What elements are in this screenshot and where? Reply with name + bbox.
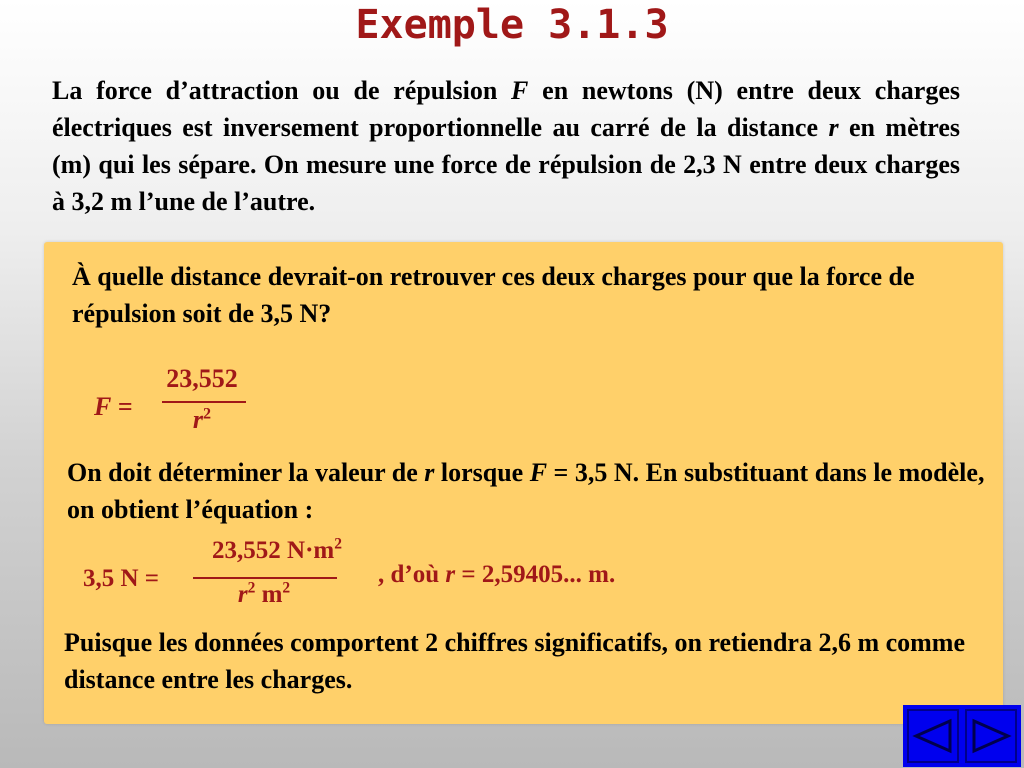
navigation-buttons [903, 705, 1021, 767]
equation-den-unit-exp: 2 [282, 579, 291, 597]
substitution-paragraph [67, 454, 992, 528]
question-text: À quelle distance devrait-on retrouver ces deux charges pour que la force de répulsion soit de 3,5 N? [72, 262, 915, 328]
para2-var-F: F [529, 458, 548, 487]
equation-den-unit: m [255, 581, 283, 608]
equation-den-var: r [237, 581, 248, 608]
intro-var-F: F [511, 76, 529, 105]
previous-button[interactable] [907, 709, 959, 763]
page-title: Exemple 3.1.3 [355, 2, 669, 48]
model-den-exp: 2 [203, 405, 212, 423]
conclusion-paragraph: Puisque les données comportent 2 chiffres significatifs, on retiendra 2,6 m comme distance entre les charges. [64, 628, 965, 694]
para2-text-2: lorsque [434, 458, 530, 487]
equation-result-var: r [445, 561, 456, 588]
equation-lhs: 3,5 N = [83, 565, 160, 592]
intro-var-r: r [828, 113, 839, 142]
intro-text-2: en newtons (N) entre deux charges électriques est inversement proportionnelle au carré de la distance [52, 76, 960, 142]
para2-var-r: r [424, 458, 435, 487]
intro-text-1: La force d’attraction ou de répulsion [52, 76, 512, 105]
equation-fraction-bar [193, 577, 337, 579]
para2-text-1: On doit déterminer la valeur de [67, 458, 425, 487]
model-fraction-bar [162, 401, 246, 403]
model-lhs [94, 392, 133, 422]
equation-numerator [192, 537, 362, 565]
model-den-var: r [192, 405, 204, 434]
triangle-right-icon [970, 717, 1012, 755]
equation-result-text-1: , d’où [378, 561, 446, 588]
triangle-left-icon [912, 717, 954, 755]
model-lhs-var: F [94, 392, 112, 421]
equation-den-exp: 2 [247, 579, 256, 597]
intro-paragraph [52, 72, 960, 220]
equation-denominator [192, 581, 336, 609]
model-numerator: 23,552 [166, 364, 238, 393]
para2-text-3: = 3,5 N. En substituant dans le modèle, on obtient l’équation : [67, 458, 985, 524]
equation-result-text-2: = 2,59405... m. [455, 561, 616, 588]
intro-text-3: en mètres (m) qui les sépare. On mesure une force de répulsion de 2,3 N entre deux charges à 3,2 m l’une de l’autre. [52, 113, 960, 216]
equation-result [378, 561, 615, 589]
model-lhs-eq: = [111, 392, 133, 421]
next-button[interactable] [965, 709, 1017, 763]
equation-num-exp: 2 [334, 535, 342, 553]
equation-num-text: 23,552 N·m [212, 537, 335, 564]
model-denominator [158, 405, 246, 435]
